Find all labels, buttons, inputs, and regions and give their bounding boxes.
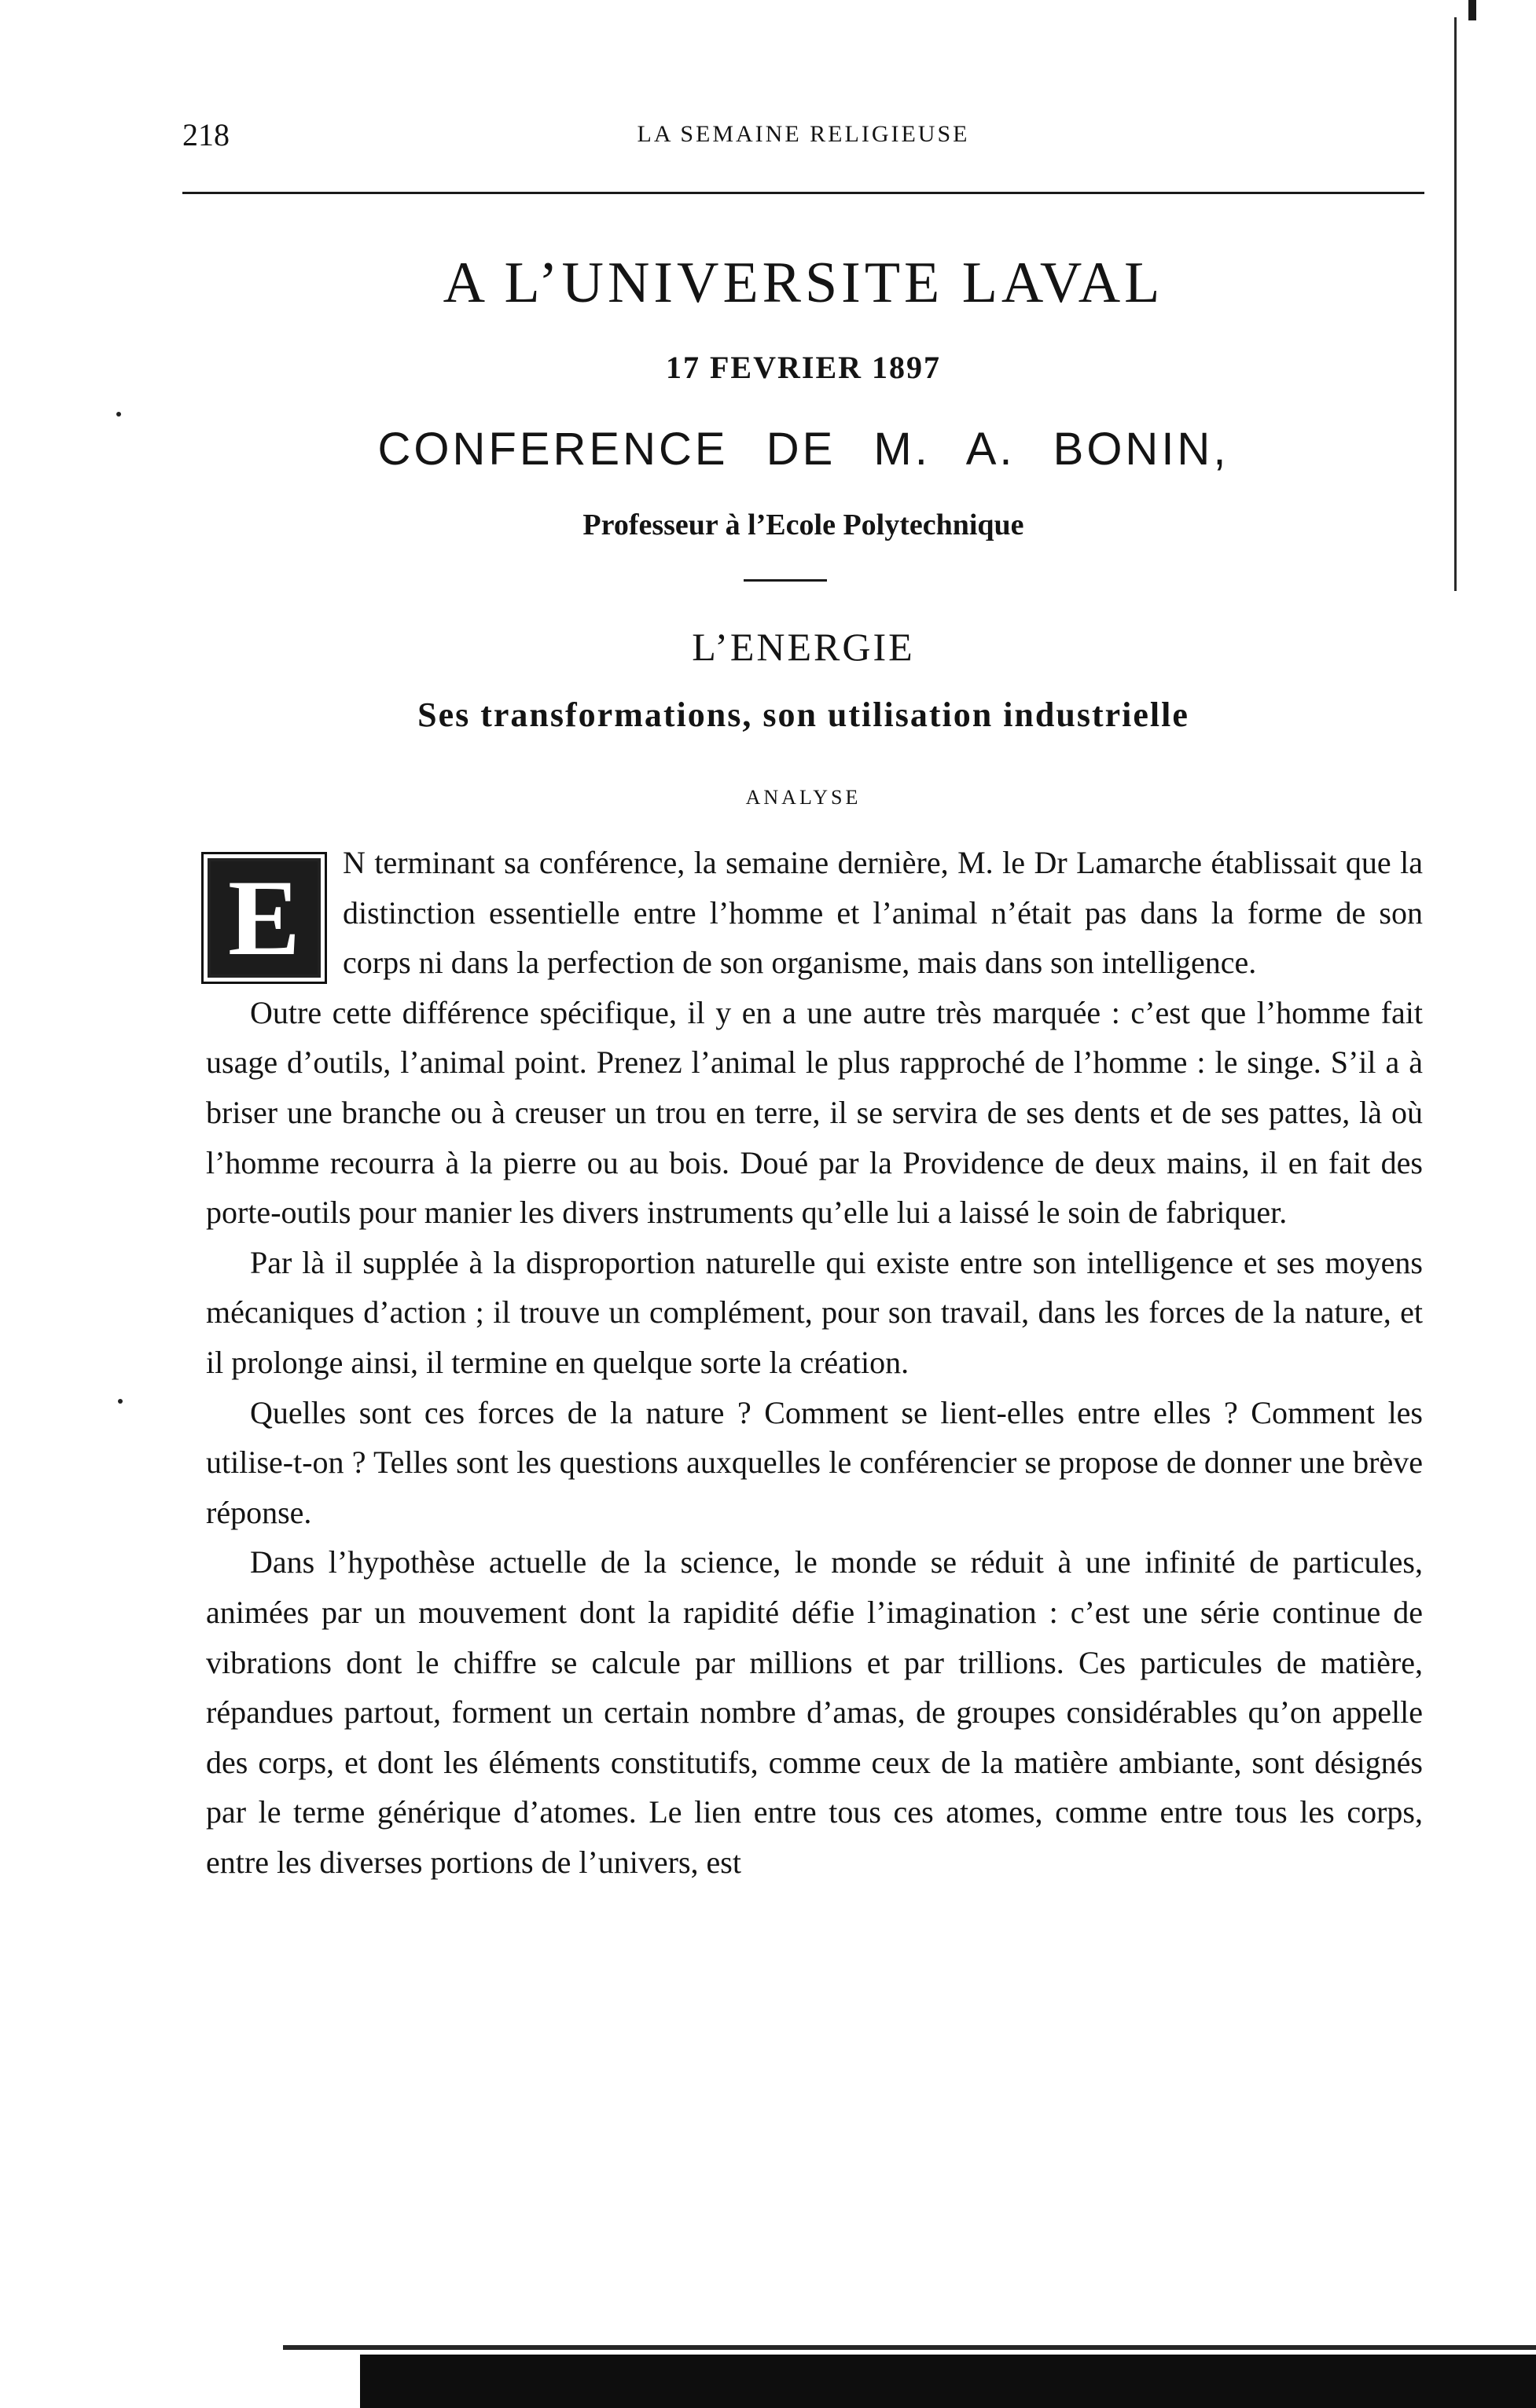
article-title: A L’UNIVERSITE LAVAL bbox=[443, 251, 1164, 315]
paragraph bbox=[206, 838, 1423, 988]
running-title: LA SEMAINE RELIGIEUSE bbox=[637, 121, 970, 147]
paragraph: Quelles sont ces forces de la nature ? Comment se lient-elles entre elles ? Comment les utilise-t-on ? Telles sont les questions auxquelles le conférencier se propose de donner une brève réponse. bbox=[206, 1394, 1423, 1530]
article-body bbox=[206, 838, 1423, 1887]
paragraph: Par là il supplée à la disproportion naturelle qui existe entre son intelligence et ses moyens mécaniques d’action ; il trouve un complément, pour son travail, dans les forces de la nature, et il prolonge ainsi, il termine en quelque sorte la création. bbox=[206, 1244, 1423, 1380]
section-label: ANALYSE bbox=[745, 786, 862, 809]
conference-heading: CONFERENCE DE M. A. BONIN, bbox=[377, 424, 1229, 475]
scan-bottom-line bbox=[283, 2345, 1536, 2350]
speaker-title: Professeur à l’Ecole Polytechnique bbox=[582, 508, 1024, 541]
short-divider bbox=[744, 579, 827, 582]
margin-speck bbox=[118, 1399, 123, 1404]
dropcap-ornament bbox=[201, 852, 327, 984]
dropcap-letter: E bbox=[227, 857, 301, 978]
scan-edge-line bbox=[1454, 17, 1457, 591]
page-number: 218 bbox=[182, 117, 230, 152]
subject-subtitle: Ses transformations, son utilisation industrielle bbox=[417, 696, 1189, 734]
paragraph: Outre cette différence spécifique, il y en a une autre très marquée : c’est que l’homme fait usage d’outils, l’animal point. Prenez l’animal le plus rapproché de l’homme : le singe. S’il a à briser une branche ou à creuser un trou en terre, il se servira de ses dents et de ses pattes, là où l’homme recourra à la pierre ou au bois. Doué par la Providence de deux mains, il en fait des porte-outils pour manier les divers instruments qu’elle lui a laissé le soin de fabriquer. bbox=[206, 994, 1423, 1231]
header-rule bbox=[182, 192, 1424, 194]
margin-speck bbox=[116, 412, 121, 417]
scan-edge-mark bbox=[1468, 0, 1476, 20]
subject-heading: L’ENERGIE bbox=[692, 625, 915, 669]
paragraph: Dans l’hypothèse actuelle de la science, le monde se réduit à une infinité de particules, animées par un mouvement dont la rapidité défie l’imagination : c’est une série continue de vibrations dont le chiffre se calcule par millions et par trillions. Ces particules de matière, répandues partout, forment un certain nombre d’amas, de groupes considérables qu’on appelle des corps, et dont les éléments constitutifs, comme ceux de la matière ambiante, sont désignés par le terme générique d’atomes. Le lien entre tous ces atomes, comme entre tous les corps, entre les diverses portions de l’univers, est bbox=[206, 1544, 1423, 1880]
paragraph-text: N terminant sa conférence, la semaine dernière, M. le Dr Lamarche établissait que la distinction essentielle entre l’homme et l’animal n’était pas dans la forme de son corps ni dans la perfection de son organisme, mais dans son intelligence. bbox=[343, 845, 1423, 981]
scan-bottom-edge bbox=[360, 2355, 1536, 2408]
article-date: 17 FEVRIER 1897 bbox=[665, 350, 942, 385]
page-header bbox=[182, 116, 1424, 163]
